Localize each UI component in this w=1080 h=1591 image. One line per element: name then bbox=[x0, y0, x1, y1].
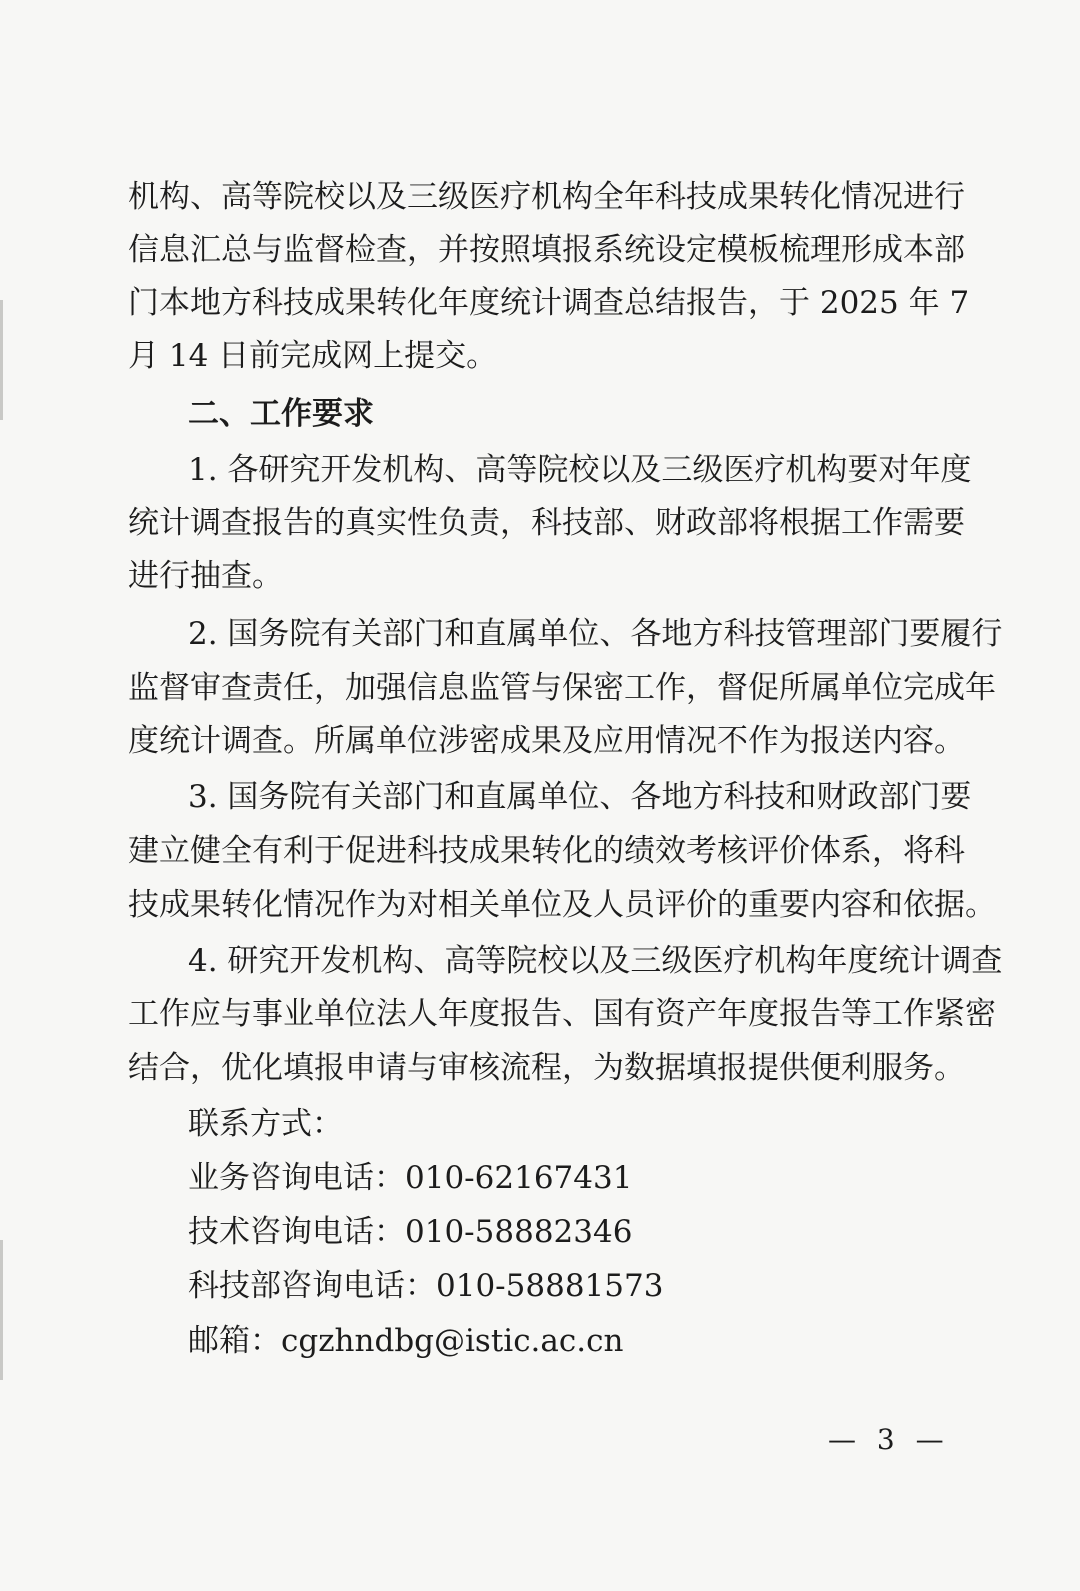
item-line: 2. 国务院有关部门和直属单位、各地方科技管理部门要履行 bbox=[188, 616, 1003, 652]
item-line: 建立健全有利于促进科技成果转化的绩效考核评价体系，将科 bbox=[128, 833, 965, 869]
item-line: 统计调查报告的真实性负责，科技部、财政部将根据工作需要 bbox=[128, 505, 965, 541]
page-number: — 3 — bbox=[828, 1423, 950, 1456]
business-phone: 业务咨询电话：010-62167431 bbox=[188, 1160, 633, 1196]
item-line: 监督审查责任，加强信息监管与保密工作，督促所属单位完成年 bbox=[128, 670, 996, 706]
section-heading: 二、工作要求 bbox=[188, 396, 374, 432]
paragraph-line: 机构、高等院校以及三级医疗机构全年科技成果转化情况进行 bbox=[128, 179, 965, 215]
scan-edge-mark bbox=[0, 1240, 3, 1380]
paragraph-line: 月 14 日前完成网上提交。 bbox=[128, 338, 498, 374]
item-line: 1. 各研究开发机构、高等院校以及三级医疗机构要对年度 bbox=[188, 452, 972, 488]
scan-edge-mark bbox=[0, 300, 3, 420]
item-line: 结合，优化填报申请与审核流程，为数据填报提供便利服务。 bbox=[128, 1050, 965, 1086]
item-line: 3. 国务院有关部门和直属单位、各地方科技和财政部门要 bbox=[188, 779, 972, 815]
contact-email: 邮箱：cgzhndbg@istic.ac.cn bbox=[188, 1323, 624, 1359]
item-line: 进行抽查。 bbox=[128, 558, 283, 594]
paragraph-line: 门本地方科技成果转化年度统计调查总结报告，于 2025 年 7 bbox=[128, 285, 970, 321]
item-line: 技成果转化情况作为对相关单位及人员评价的重要内容和依据。 bbox=[128, 887, 996, 923]
ministry-phone: 科技部咨询电话：010-58881573 bbox=[188, 1268, 664, 1304]
item-line: 度统计调查。所属单位涉密成果及应用情况不作为报送内容。 bbox=[128, 723, 965, 759]
paragraph-line: 信息汇总与监督检查，并按照填报系统设定模板梳理形成本部 bbox=[128, 232, 965, 268]
item-line: 4. 研究开发机构、高等院校以及三级医疗机构年度统计调查 bbox=[188, 943, 1003, 979]
technical-phone: 技术咨询电话：010-58882346 bbox=[188, 1214, 633, 1250]
contact-title: 联系方式： bbox=[188, 1106, 343, 1142]
item-line: 工作应与事业单位法人年度报告、国有资产年度报告等工作紧密 bbox=[128, 996, 996, 1032]
